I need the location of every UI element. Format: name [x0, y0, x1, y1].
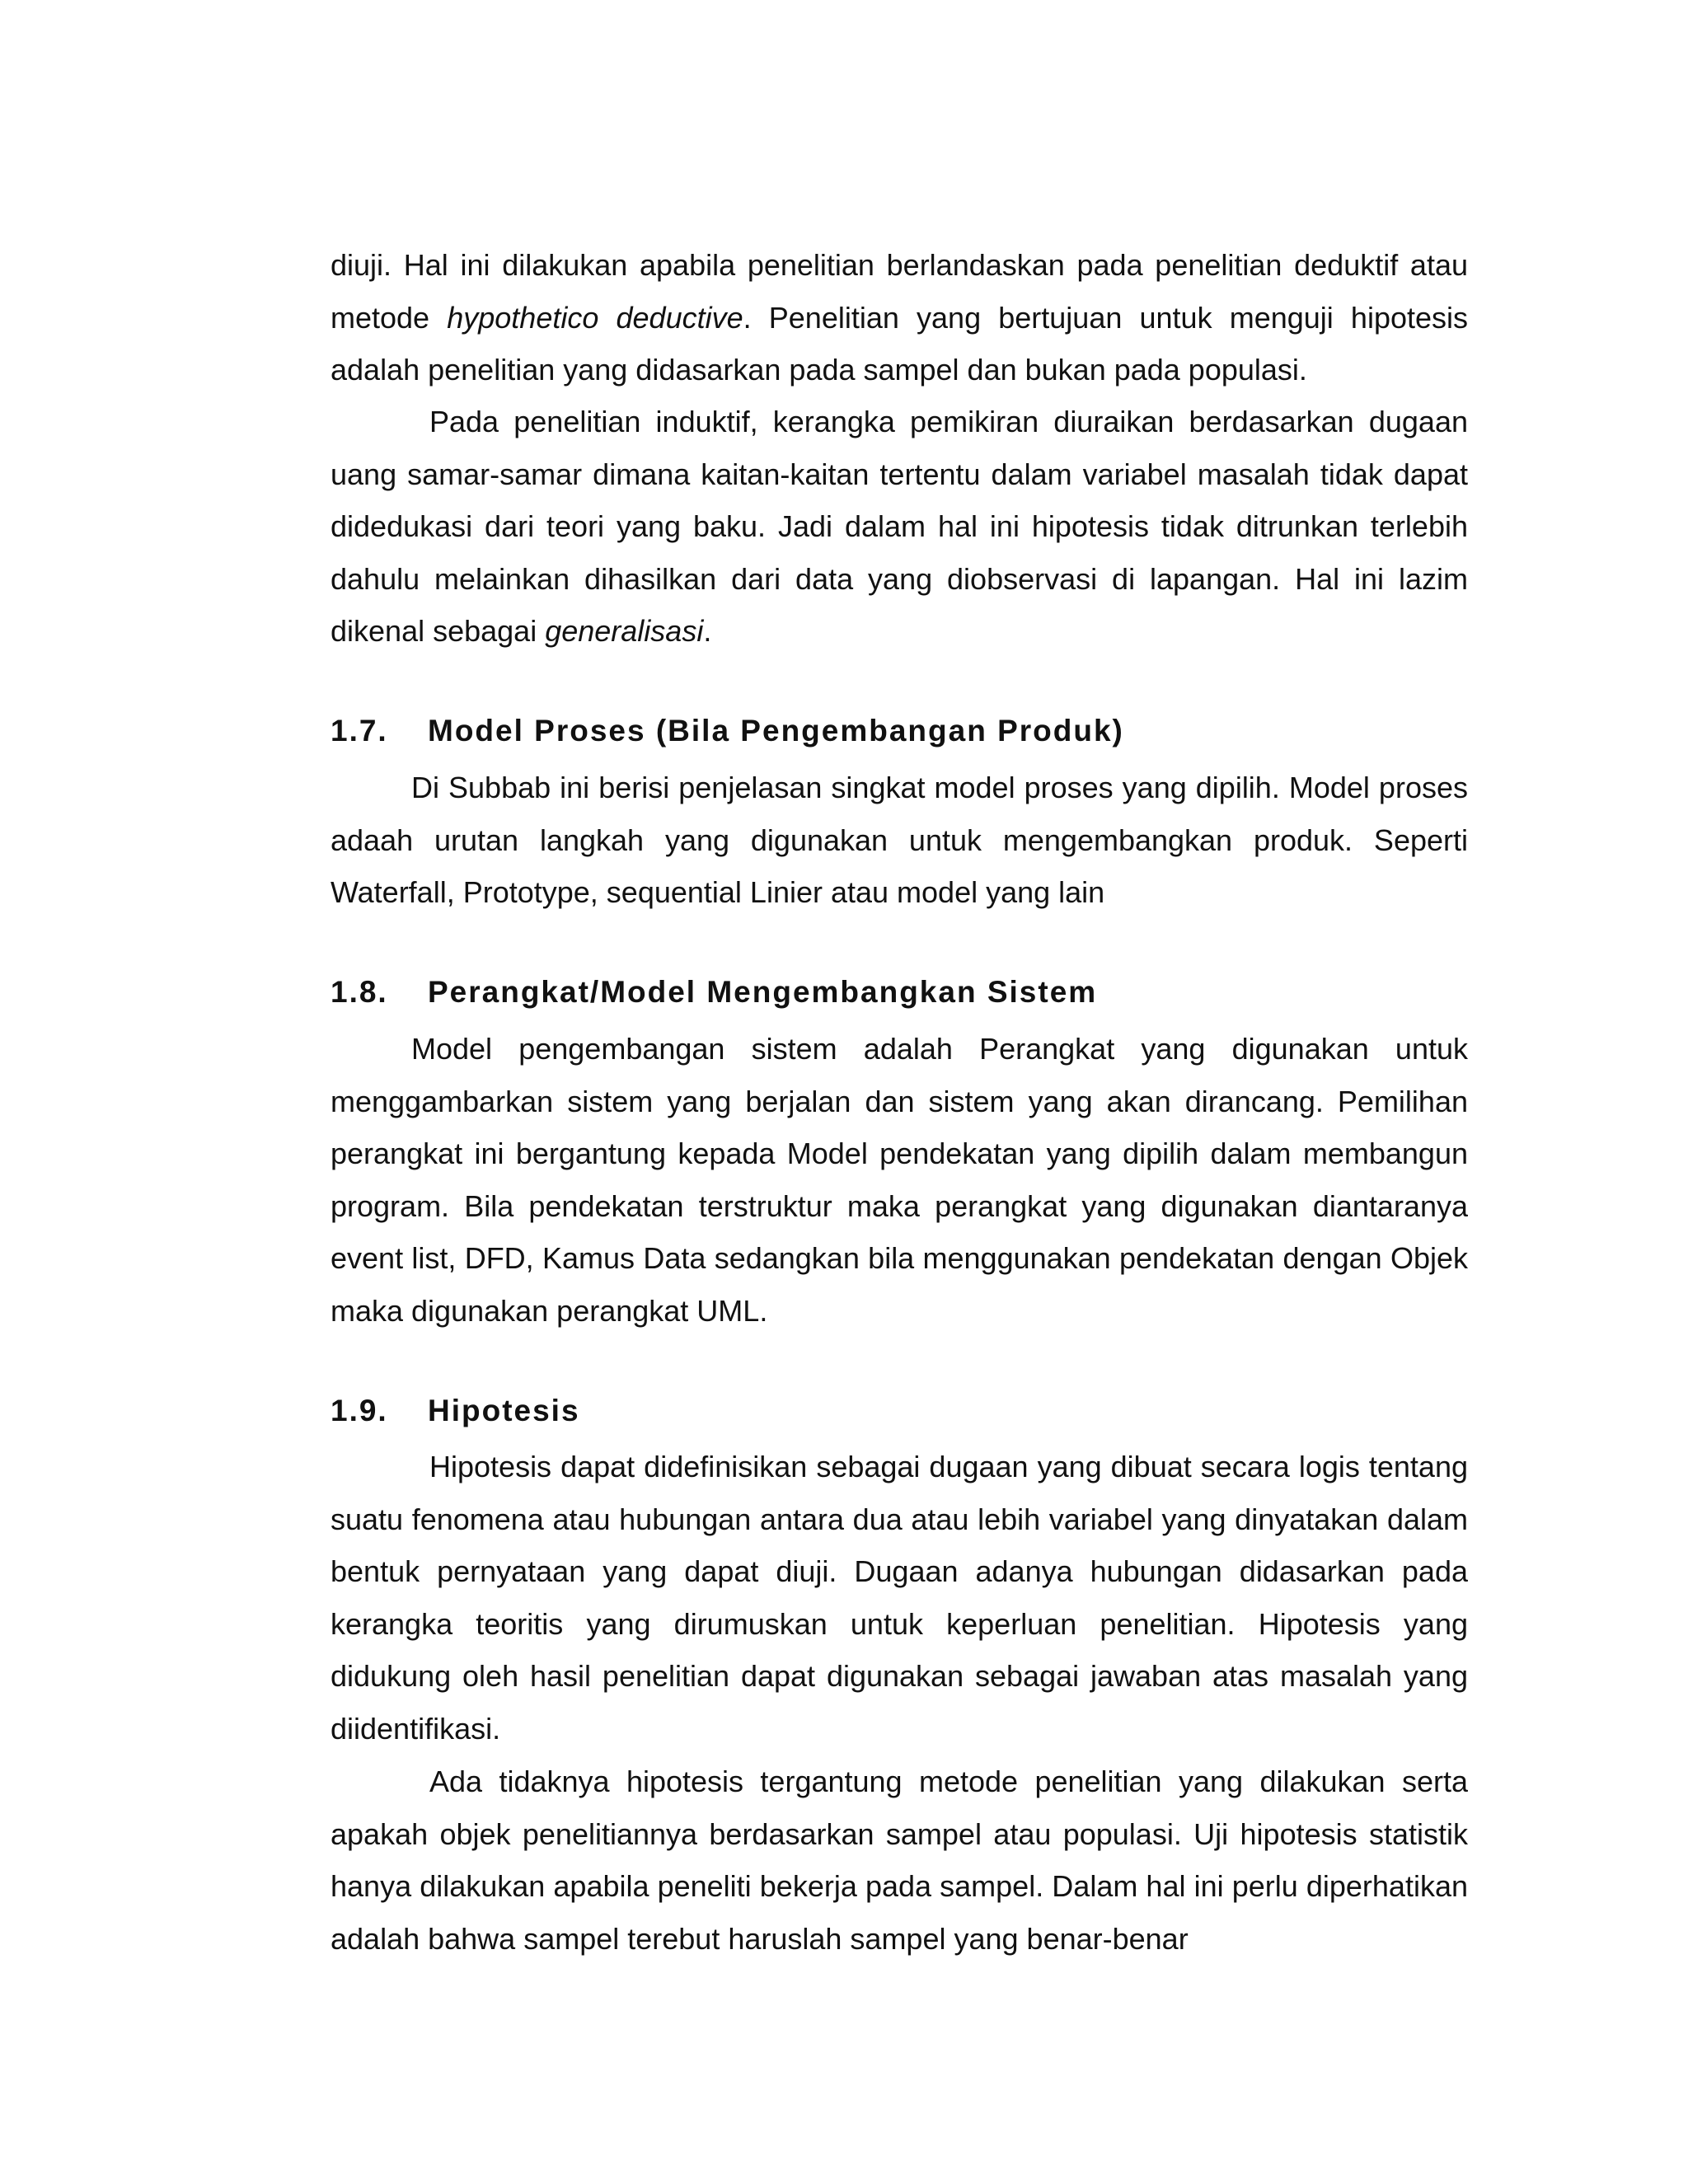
italic-term: hypothetico deductive: [447, 300, 743, 335]
section-heading-1-9: [331, 1394, 580, 1428]
paragraph-text: [331, 239, 1468, 396]
paragraph-ada-tidaknya: [331, 1755, 1468, 1965]
paragraph-text-part: .: [703, 614, 712, 648]
paragraph-text-part: . Penelitian yang bertujuan untuk menguji hipotesis adalah penelitian yang didasarkan pada sampel dan bukan pada populasi.: [331, 300, 1469, 387]
paragraph-text: Hipotesis dapat didefinisikan sebagai dugaan yang dibuat secara logis tentang suatu fenomena atau hubungan antara dua atau lebih variabel yang dinyatakan dalam bentuk pernyataan yang dapat diuji. Dugaan adanya hubungan didasarkan pada kerangka teoritis yang dirumuskan untuk keperluan penelitian. Hipotesis yang didukung oleh hasil penelitian dapat digunakan sebagai jawaban atas masalah yang diidentifikasi.: [331, 1450, 1468, 1746]
paragraph-perangkat: [331, 1023, 1468, 1337]
section-title: Model Proses (Bila Pengembangan Produk): [428, 714, 1124, 748]
paragraph-text: Model pengembangan sistem adalah Perangkat yang digunakan untuk menggambarkan sistem yang berjalan dan sistem yang akan dirancang. Pemilihan perangkat ini bergantung kepada Model pendekatan yang dipilih dalam membangun program. Bila pendekatan terstruktur maka perangkat yang digunakan diantaranya event list, DFD, Kamus Data sedangkan bila menggunakan pendekatan dengan Objek maka digunakan perangkat UML.: [331, 1032, 1468, 1328]
paragraph-text-part: diuji. Hal ini dilakukan apabila penelitian berlandaskan pada penelitian deduktif atau metode: [331, 248, 1468, 335]
paragraph-text-part: Pada penelitian induktif, kerangka pemikiran diuraikan berdasarkan dugaan uang samar-samar dimana kaitan-kaitan tertentu dalam variabel masalah tidak dapat didedukasi dari teori yang baku. Jadi dalam hal ini hipotesis tidak ditrunkan terlebih dahulu melainkan dihasilkan dari data yang diobservasi di lapangan. Hal ini lazim dikenal sebagai: [331, 405, 1468, 648]
paragraph-model-proses: [331, 762, 1468, 919]
section-title: Hipotesis: [428, 1394, 580, 1427]
paragraph-text: Ada tidaknya hipotesis tergantung metode penelitian yang dilakukan serta apakah objek penelitiannya berdasarkan sampel atau populasi. Uji hipotesis statistik hanya dilakukan apabila peneliti bekerja pada sampel. Dalam hal ini perlu diperhatikan adalah bahwa sampel terebut haruslah sampel yang benar-benar: [331, 1765, 1468, 1956]
section-number: 1.9.: [331, 1394, 388, 1427]
section-number: 1.7.: [331, 714, 388, 748]
section-title: Perangkat/Model Mengembangkan Sistem: [428, 975, 1098, 1009]
paragraph-hipotesis: [331, 1441, 1468, 1755]
paragraph-intro: [331, 239, 1468, 396]
paragraph-text: [331, 396, 1468, 658]
italic-term: generalisasi: [545, 614, 704, 648]
paragraph-text: Di Subbab ini berisi penjelasan singkat model proses yang dipilih. Model proses adaah urutan langkah yang digunakan untuk mengembangkan produk. Seperti Waterfall, Prototype, sequential Linier atau model yang lain: [331, 771, 1468, 909]
section-heading-1-7: [331, 714, 1124, 748]
section-number: 1.8.: [331, 975, 388, 1009]
paragraph-induktif: [331, 396, 1468, 658]
section-heading-1-8: [331, 975, 1097, 1010]
